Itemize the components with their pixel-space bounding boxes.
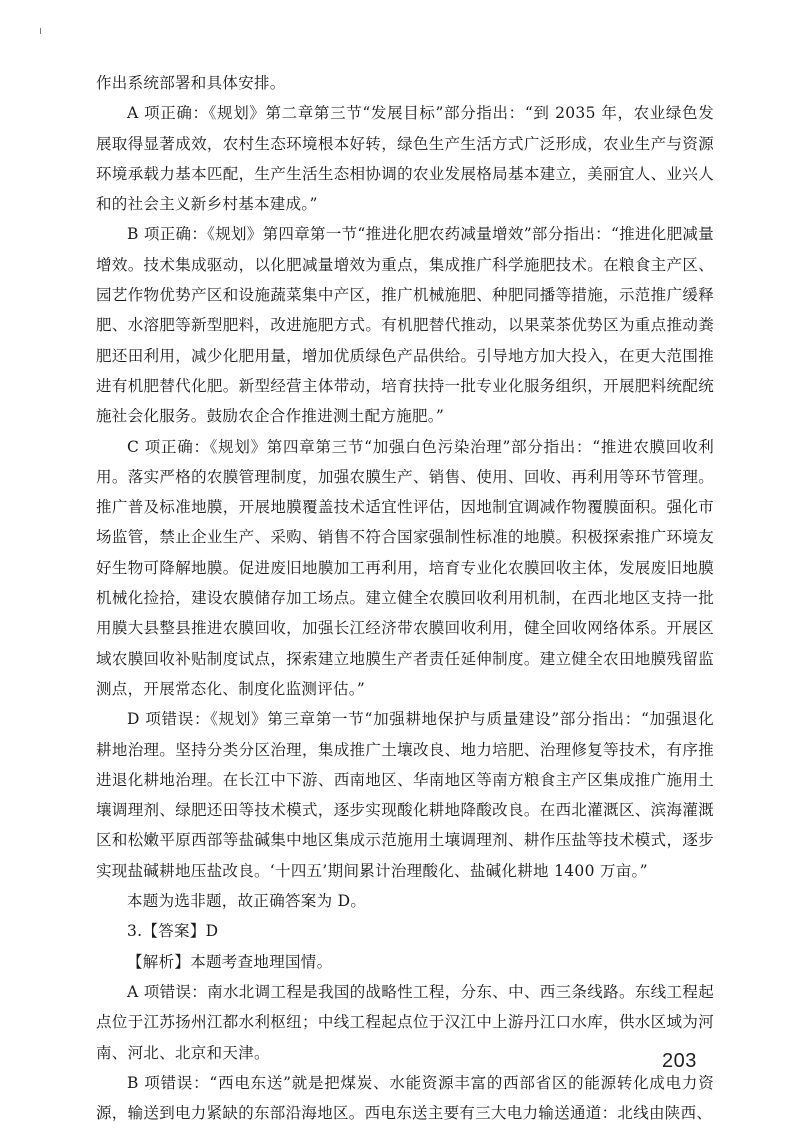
analysis-heading: 【解析】本题考查地理国情。 (127, 952, 333, 971)
paragraph-option-b: B 项正确：《规划》第四章第一节“推进化肥农药减量增效”部分指出：“推进化肥减量增效。技术集成驱动，以化肥减量增效为重点，集成推广科学施肥技术。在粮食主产区、园艺作物优势产区和设施蔬菜集中产区，推广机械施肥、种肥同播等措施，示范推广缓释肥、水溶肥等新型肥料，改进施肥方式。有机肥替代推动，以果菜茶优势区为重点推动粪肥还田利用，减少化肥用量，增加优质绿色产品供给。引导地方加大投入，在更大范围推进有机肥替代化肥。新型经营主体带动，培育扶持一批专业化服务组织，开展肥料统配统施社会化服务。鼓励农企合作推进测土配方施肥。” (96, 225, 714, 426)
paragraph-option-c: C 项正确：《规划》第四章第三节“加强白色污染治理”部分指出：“推进农膜回收利用。落实严格的农膜管理制度，加强农膜生产、销售、使用、回收、再利用等环节管理。推广普及标准地膜，开展地膜覆盖技术适宜性评估，因地制宜调减作物覆膜面积。强化市场监管，禁止企业生产、采购、销售不符合国家强制性标准的地膜。积极探索推广环境友好生物可降解地膜。促进废旧地膜加工再利用，培育专业化农膜回收主体，发展废旧地膜机械化捡拾，建设农膜储存加工场点。建立健全农膜回收利用机制，在西北地区支持一批用膜大县整县推进农膜回收，加强长江经济带农膜回收利用，健全回收网络体系。开展区域农膜回收补贴制度试点，探索建立地膜生产者责任延伸制度。建立健全农田地膜残留监测点，开展常态化、制度化监测评估。” (96, 437, 714, 698)
answer-heading: 3.【答案】D (127, 922, 219, 941)
paragraph-q3-option-a: A 项错误：南水北调工程是我国的战略性工程，分东、中、西三条线路。东线工程起点位于江苏扬州江都水利枢纽；中线工程起点位于汉江中上游丹江口水库，供水区域为河南、河北、北京和天津。 (96, 982, 714, 1062)
paragraph-option-a: A 项正确：《规划》第二章第三节“发展目标”部分指出：“到 2035 年，农业绿色发展取得显著成效，农村生态环境根本好转，绿色生产生活方式广泛形成，农业生产与资源环境承载力基本匹配，生产生活生态相协调的农业发展格局基本建立，美丽宜人、业兴人和的社会主义新乡村基本建成。” (96, 104, 714, 214)
page-number: 203 (662, 1050, 697, 1072)
paragraph-conclusion: 本题为选非题，故正确答案为 D。 (127, 892, 367, 911)
paragraph-intro-tail: 作出系统部署和具体安排。 (96, 74, 286, 92)
document-body (96, 68, 714, 1128)
paragraph-option-d: D 项错误：《规划》第三章第一节“加强耕地保护与质量建设”部分指出：“加强退化耕地治理。坚持分类分区治理，集成推广土壤改良、地力培肥、治理修复等技术，有序推进退化耕地治理。在长江中下游、西南地区、华南地区等南方粮食主产区集成推广施用土壤调理剂、绿肥还田等技术模式，逐步实现酸化耕地降酸改良。在西北灌溉区、滨海灌溉区和松嫩平原西部等盐碱集中地区集成示范施用土壤调理剂、耕作压盐等技术模式，逐步实现盐碱耕地压盐改良。‘十四五’期间累计治理酸化、盐碱化耕地 1400 万亩。” (96, 710, 714, 880)
paragraph-q3-option-b: B 项错误：“西电东送”就是把煤炭、水能资源丰富的西部省区的能源转化成电力资源，输送到电力紧缺的东部沿海地区。西电东送主要有三大电力输送通道：北线由陕西、 (96, 1073, 714, 1123)
scan-corner-mark (40, 28, 41, 34)
